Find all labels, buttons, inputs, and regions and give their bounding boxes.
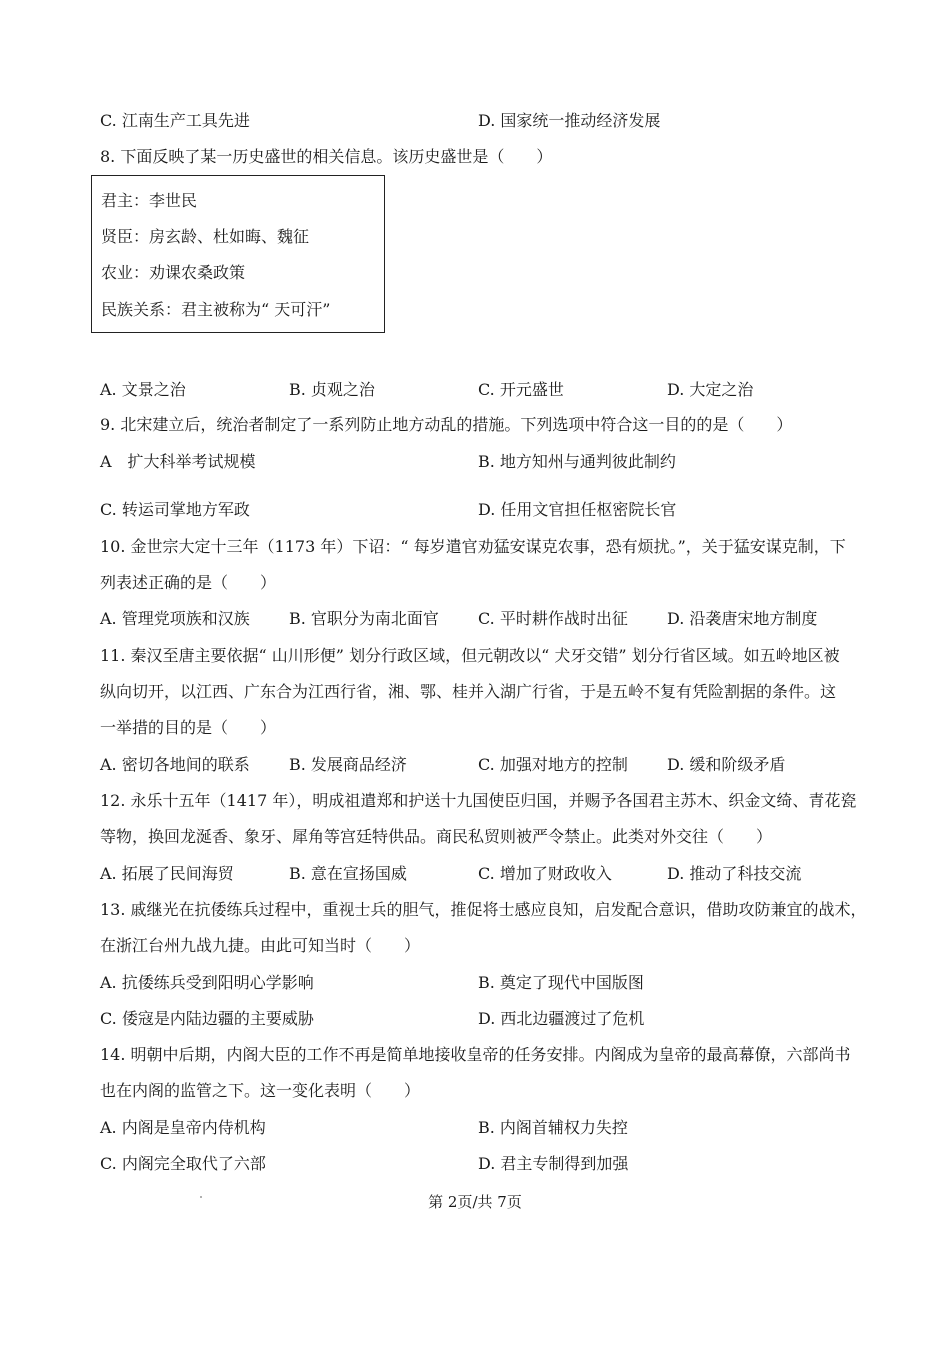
q8-option-b: B. 贞观之治 (289, 380, 375, 399)
q9-option-d: D. 任用文官担任枢密院长官 (478, 500, 677, 519)
q11-option-d: D. 缓和阶级矛盾 (667, 755, 786, 774)
q10-stem-line-2: 列表述正确的是（ ） (100, 573, 277, 592)
q8-option-c: C. 开元盛世 (478, 380, 564, 399)
q8-stem: 8. 下面反映了某一历史盛世的相关信息。该历史盛世是（ ） (100, 147, 553, 166)
q8-option-a: A. 文景之治 (100, 380, 186, 399)
q11-stem-line-1: 11. 秦汉至唐主要依据“ 山川形便” 划分行政区域，但元朝改以“ 犬牙交错” 划分行省区域。如五岭地区被 (100, 646, 840, 665)
q14-option-a: A. 内阁是皇帝内侍机构 (100, 1118, 266, 1137)
q11-option-c: C. 加强对地方的控制 (478, 755, 628, 774)
q8-option-d: D. 大定之治 (667, 380, 754, 399)
q12-stem-line-2: 等物，换回龙涎香、象牙、犀角等宫廷特供品。商民私贸则被严令禁止。此类对外交往（ ） (100, 827, 773, 846)
q8-box-line-4: 民族关系：君主被称为“ 天可汗” (101, 300, 331, 319)
q10-option-b: B. 官职分为南北面官 (289, 609, 439, 628)
q9-option-a: A 扩大科举考试规模 (100, 452, 256, 471)
q11-stem-line-2: 纵向切开，以江西、广东合为江西行省，湘、鄂、桂并入湖广行省，于是五岭不复有凭险割据的条件。这 (100, 682, 837, 701)
q14-stem-line-2: 也在内阁的监管之下。这一变化表明（ ） (100, 1081, 421, 1100)
q10-option-c: C. 平时耕作战时出征 (478, 609, 628, 628)
q11-stem-line-3: 一举措的目的是（ ） (100, 718, 277, 737)
q9-stem: 9. 北宋建立后，统治者制定了一系列防止地方动乱的措施。下列选项中符合这一目的的是（ ） (100, 415, 793, 434)
q7-option-c: C. 江南生产工具先进 (100, 111, 250, 130)
q9-option-b: B. 地方知州与通判彼此制约 (478, 452, 676, 471)
q13-option-d: D. 西北边疆渡过了危机 (478, 1009, 645, 1028)
q14-option-d: D. 君主专制得到加强 (478, 1154, 629, 1173)
q7-option-d: D. 国家统一推动经济发展 (478, 111, 661, 130)
q14-option-c: C. 内阁完全取代了六部 (100, 1154, 266, 1173)
q11-option-a: A. 密切各地间的联系 (100, 755, 250, 774)
q12-option-c: C. 增加了财政收入 (478, 864, 612, 883)
q8-box-line-3: 农业：劝课农桑政策 (101, 263, 246, 282)
q12-stem-line-1: 12. 永乐十五年（1417 年），明成祖遣郑和护送十九国使臣归国，并赐予各国君主苏木、织金文绮、青花瓷 (100, 791, 857, 810)
q13-option-a: A. 抗倭练兵受到阳明心学影响 (100, 973, 314, 992)
q9-option-c: C. 转运司掌地方军政 (100, 500, 250, 519)
q14-option-b: B. 内阁首辅权力失控 (478, 1118, 628, 1137)
q12-option-a: A. 拓展了民间海贸 (100, 864, 234, 883)
q8-box-line-1: 君主：李世民 (101, 191, 198, 210)
q11-option-b: B. 发展商品经济 (289, 755, 407, 774)
q8-box-line-2: 贤臣：房玄龄、杜如晦、魏征 (101, 227, 310, 246)
q10-stem-line-1: 10. 金世宗大定十三年（1173 年）下诏：“ 每岁遣官劝猛安谋克农事，恐有烦扰。”，关于猛安谋克制，下 (100, 537, 846, 556)
page-number-footer: 第 2页/共 7页 (428, 1193, 522, 1211)
q12-option-d: D. 推动了科技交流 (667, 864, 802, 883)
q8-info-box (91, 175, 385, 333)
q10-option-d: D. 沿袭唐宋地方制度 (667, 609, 818, 628)
q12-option-b: B. 意在宣扬国威 (289, 864, 407, 883)
q13-stem-line-2: 在浙江台州九战九捷。由此可知当时（ ） (100, 936, 421, 955)
q13-option-b: B. 奠定了现代中国版图 (478, 973, 644, 992)
q14-stem-line-1: 14. 明朝中后期，内阁大臣的工作不再是简单地接收皇帝的任务安排。内阁成为皇帝的最高幕僚，六部尚书 (100, 1045, 851, 1064)
q13-stem-line-1: 13. 戚继光在抗倭练兵过程中，重视士兵的胆气，推促将士感应良知，启发配合意识，借助攻防兼宜的战术， (100, 900, 867, 919)
q10-option-a: A. 管理党项族和汉族 (100, 609, 250, 628)
q13-option-c: C. 倭寇是内陆边疆的主要威胁 (100, 1009, 314, 1028)
